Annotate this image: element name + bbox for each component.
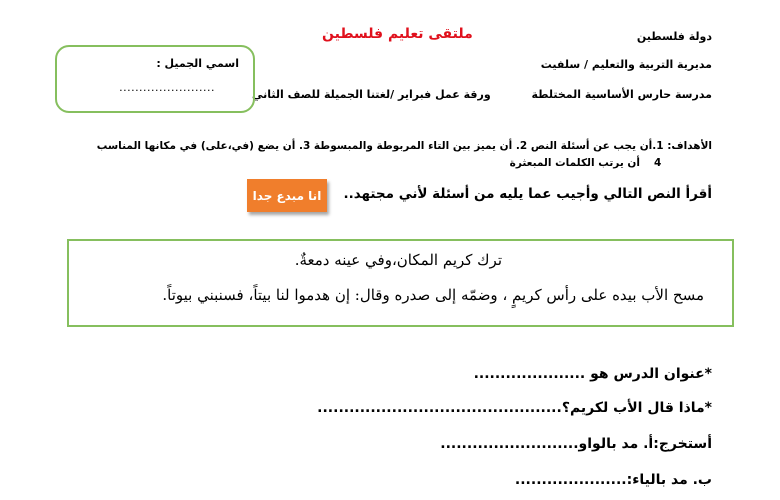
reading-instruction: أقرأ النص التالي وأجيب عما يليه من أسئلة لأني مجتهد.. xyxy=(343,186,712,202)
header-school: مدرسة حارس الأساسية المختلطة xyxy=(531,88,712,101)
encouragement-badge: انا مبدع جدا xyxy=(247,179,327,212)
reading-text-line-1: ترك كريم المكان،وفي عينه دمعةٌ. xyxy=(294,251,502,269)
student-name-box xyxy=(55,45,255,113)
reading-text-line-2: مسح الأب بيده على رأس كريمٍ ، وضمّه إلى صدره وقال: إن هدموا لنا بيتاً، فسنبني بيوتاً. xyxy=(162,286,704,304)
question-father-said[interactable]: *ماذا قال الأب لكريم؟.............................................. xyxy=(317,400,712,416)
student-name-label: اسمي الجميل : xyxy=(156,57,239,70)
site-title: ملتقى تعليم فلسطين xyxy=(322,26,473,42)
header-directorate: مديرية التربية والتعليم / سلفيت xyxy=(540,58,712,71)
header-state: دولة فلسطين xyxy=(636,30,712,43)
question-lesson-title[interactable]: *عنوان الدرس هو ..................... xyxy=(473,366,712,382)
sheet-title: ورقة عمل فبراير /لغتنا الجميلة للصف الثاني xyxy=(252,88,491,101)
goals-line-1: الأهداف: 1.أن يجب عن أسئلة النص 2. أن يميز بين التاء المربوطة والمبسوطة 3. أن يضع (في،على) في مكانها المناسب xyxy=(96,140,712,152)
student-name-field[interactable]: ........................ xyxy=(119,81,215,94)
reading-text-box xyxy=(67,239,734,327)
question-extract-ya[interactable]: ب. مد بالياء:..................... xyxy=(514,472,712,488)
goals-line-2: أن يرتب الكلمات المبعثرة xyxy=(509,157,640,169)
question-extract-waw[interactable]: أستخرج:أ. مد بالواو.......................... xyxy=(440,436,712,452)
goals-line-2-number: 4 xyxy=(654,157,662,169)
